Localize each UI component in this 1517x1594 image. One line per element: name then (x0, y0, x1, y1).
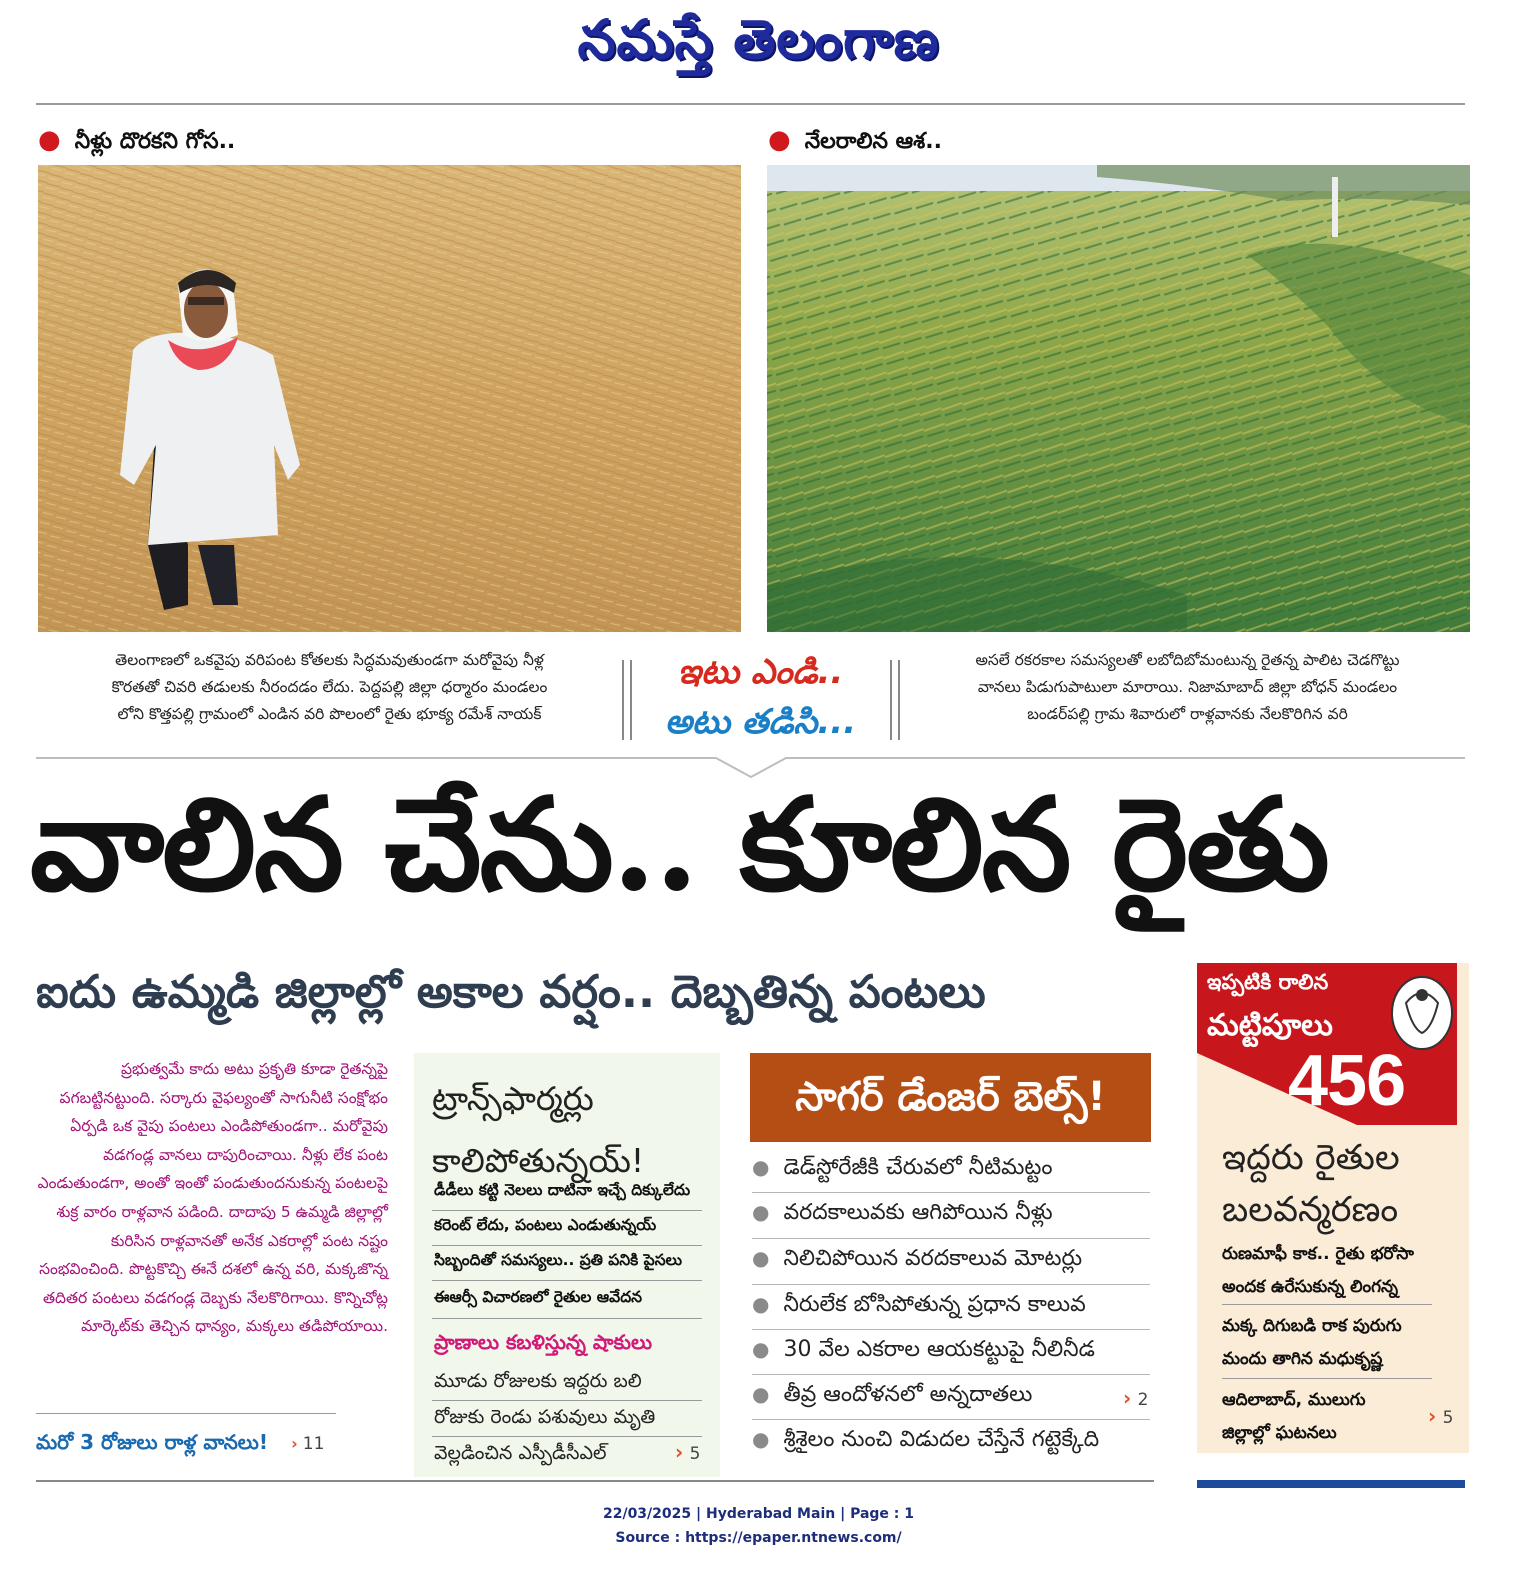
bottom-rule (36, 1480, 1154, 1482)
page-ref: 5 (689, 1444, 701, 1464)
sagar-item-text: నిలిచిపోయిన వరదకాలువ మోటర్లు (783, 1246, 1083, 1271)
sagar-item (752, 1292, 1086, 1322)
deaths-headline-line: ఇద్దరు రైతుల (1222, 1138, 1400, 1178)
dry-paddy-field-photo (38, 165, 741, 632)
bullet-icon: ● (752, 1382, 770, 1406)
transformers-item: సిబ్బందితో సమస్యలు.. ప్రతి పనికి పైసలు (434, 1251, 682, 1269)
bullet-icon: ● (752, 1292, 770, 1316)
deaths-item-line: ఆదిలాబాద్, ములుగు (1222, 1390, 1366, 1410)
item-divider (752, 1238, 1150, 1239)
itu-endi-text: ఇటు ఎండి.. (677, 652, 844, 692)
deaths-item-line: రుణమాఫీ కాక.. రైతు భరోసా (1222, 1244, 1414, 1264)
item-divider (752, 1374, 1150, 1375)
sagar-item-text: డెడ్‌స్టోరేజీకి చేరువలో నీటిమట్టం (783, 1155, 1053, 1180)
item-divider (432, 1210, 702, 1211)
sagar-item (752, 1382, 1032, 1412)
lede-rule (36, 1413, 336, 1414)
bullet-icon: ● (752, 1427, 770, 1451)
sagar-page-ref[interactable] (1123, 1386, 1148, 1410)
transformers-item: ఈఆర్సీ విచారణలో రైతుల ఆవేదన (434, 1288, 643, 1306)
bottom-rule-blue (1197, 1480, 1465, 1488)
item-divider (752, 1419, 1150, 1420)
shocks-item: వెల్లడించిన ఎస్పీడీసీఎల్ (434, 1442, 607, 1464)
item-divider (1222, 1378, 1432, 1379)
red-bullet-icon: ● (768, 125, 791, 155)
right-caption-line: వానలు పిడుగుపాటులా మారాయి. నిజామాబాద్ జిల్లా బోధన్ మండలం (977, 678, 1398, 696)
transformers-title (432, 1068, 712, 1192)
item-divider (432, 1436, 702, 1437)
shocks-subhead: ప్రాణాలు కబళిస్తున్న షాకులు (434, 1330, 653, 1354)
masthead-title: నమస్తే తెలంగాణ (577, 8, 940, 71)
deaths-item-line: మందు తాగిన మధుకృష్ణ (1222, 1349, 1383, 1369)
shocks-item: మూడు రోజులకు ఇద్దరు బలి (434, 1370, 642, 1392)
bullet-icon: ● (752, 1155, 770, 1179)
deaths-page-ref[interactable] (1428, 1404, 1453, 1428)
item-divider (752, 1192, 1150, 1193)
more-link-text[interactable]: మరో 3 రోజులు రాళ్ల వానలు! (36, 1430, 268, 1454)
deaths-item (1222, 1310, 1462, 1376)
page-ref: 11 (302, 1434, 325, 1454)
deaths-count: 456 (1288, 1041, 1406, 1121)
item-divider (752, 1284, 1150, 1285)
shocks-item: రోజుకు రెండు పశువులు మృతి (434, 1406, 656, 1428)
bullet-icon: ● (752, 1337, 770, 1361)
left-caption-line: కొరతతో చివరి తడులకు నీరందడం లేదు. పెద్దపల్లి జిల్లా ధర్మారం మండలం (111, 678, 548, 696)
sub-headline: ఐదు ఉమ్మడి జిల్లాల్లో అకాల వర్షం.. దెబ్బతిన్న పంటలు (36, 965, 986, 1018)
sagar-item (752, 1337, 1095, 1367)
arrow-right-icon: › (291, 1434, 298, 1453)
sagar-item-text: నీరులేక బోసిపోతున్న ప్రధాన కాలువ (783, 1292, 1086, 1317)
transformers-item: డీడీలు కట్టి నెలలు దాటినా ఇచ్చే దిక్కులేదు (434, 1181, 691, 1199)
page-ref: 5 (1442, 1408, 1454, 1428)
item-divider (752, 1329, 1150, 1330)
deaths-banner-line: ఇప్పటికి రాలిన (1207, 970, 1329, 994)
sagar-item-text: వరదకాలువకు ఆగిపోయిన నీళ్లు (783, 1200, 1053, 1225)
transformers-title-line: కాలిపోతున్నయ్! (432, 1141, 645, 1180)
sagar-item-text: 30 వేల ఎకరాల ఆయకట్టుపై నీలినీడ (783, 1337, 1095, 1362)
main-headline: వాలిన చేను.. కూలిన రైతు (30, 770, 1328, 920)
red-bullet-icon: ● (38, 125, 61, 155)
arrow-right-icon: › (675, 1440, 684, 1464)
arrow-right-icon: › (1428, 1404, 1437, 1428)
transformers-title-line: ట్రాన్స్‌ఫార్మర్లు (432, 1079, 594, 1118)
masthead-rule (36, 103, 1465, 105)
item-divider (432, 1400, 702, 1401)
right-photo-head-text: నేలరాలిన ఆశ.. (804, 129, 942, 154)
footer-source-line[interactable]: Source : https://epaper.ntnews.com/ (615, 1530, 902, 1546)
deaths-item-line: మక్క దిగుబడి రాక పురుగు (1222, 1316, 1402, 1336)
deaths-banner-line: మట్టిపూలు (1207, 1008, 1333, 1043)
transformers-item: కరెంట్ లేదు, పంటలు ఎండుతున్నయ్ (434, 1216, 657, 1234)
page-ref: 2 (1137, 1390, 1149, 1410)
item-divider (432, 1280, 702, 1281)
bullet-icon: ● (752, 1200, 770, 1224)
deaths-item (1222, 1384, 1462, 1450)
sagar-item (752, 1155, 1053, 1185)
deaths-headline (1222, 1132, 1462, 1236)
masthead (0, 8, 1517, 88)
right-caption-line: బండర్‌పల్లి గ్రామ శివారులో రాళ్లవానకు నేలకొరిగిన వరి (1027, 705, 1348, 723)
deaths-item (1222, 1238, 1462, 1304)
arrow-right-icon: › (1123, 1386, 1132, 1410)
left-photo-caption (38, 647, 621, 728)
item-divider (432, 1318, 702, 1319)
sagar-item-text: శ్రీశైలం నుంచి విడుదల చేస్తేనే గట్టెక్కేది (783, 1427, 1100, 1452)
left-caption-line: తెలంగాణలో ఒకవైపు వరిపంట కోతలకు సిద్ధమవుతుండగా మరోవైపు నీళ్ల (115, 651, 544, 669)
item-divider (1222, 1304, 1432, 1305)
item-divider (432, 1245, 702, 1246)
sagar-item-text: తీవ్ర ఆందోళనలో అన్నదాతలు (783, 1382, 1033, 1407)
flattened-paddy-photo (767, 165, 1470, 632)
right-caption-line: అసలే రకరకాల సమస్యలతో లబోదిబోమంటున్న రైతన్న పాలిట చెడగొట్టు (975, 651, 1400, 669)
more-link[interactable] (36, 1430, 324, 1459)
lede-text: ప్రభుత్వమే కాదు అటు ప్రకృతి కూడా రైతన్నపై పగబట్టినట్టుంది. సర్కారు వైఫల్యంతో సాగునీటి సంక్షోభం ఏర్పడి ఒక వైపు పంటలు ఎండిపోతుండగా.. మరోవైపు వడగండ్ల వానలు దాపురించాయి. నీళ్లు లేక పంట ఎండుతుండగా, అంతో ఇంతో పండుతుందనుకున్న పంటలపై శుక్ర వారం రాళ్లవాన పడింది. దాదాపు 5 ఉమ్మడి జిల్లాల్లో కురిసిన రాళ్లవానతో అనేక ఎకరాల్లో పంట నష్టం సంభవించింది. పొట్టకొచ్చి ఈనే దశలో ఉన్న వరి, మక్కజొన్న తదితర పంటలు వడగండ్ల దెబ్బకు నేలకొరిగాయి. కొన్నిచోట్ల మార్కెట్‌కు తెచ్చిన ధాన్యం, మక్కలు తడిపోయాయి. (37, 1060, 388, 1336)
column-separator (622, 660, 632, 740)
sagar-item (752, 1200, 1053, 1230)
deaths-item-line: జిల్లాల్లో ఘటనలు (1222, 1423, 1337, 1443)
right-photo-caption (905, 647, 1470, 728)
footer-edition-line: 22/03/2025 | Hyderabad Main | Page : 1 (602, 1506, 915, 1522)
transformers-page-ref[interactable] (675, 1440, 700, 1464)
sagar-item (752, 1427, 1099, 1457)
column-separator (890, 660, 900, 740)
bullet-icon: ● (752, 1246, 770, 1270)
left-caption-line: లోని కొత్తపల్లి గ్రామంలో ఎండిన వరి పొలంలో రైతు భూక్య రమేశ్ నాయక్ (117, 705, 542, 723)
deaths-headline-line: బలవన్మరణం (1222, 1190, 1399, 1230)
left-photo-head-text: నీళ్లు దొరకని గోస.. (74, 129, 236, 154)
left-photo-head (38, 125, 235, 159)
sagar-item (752, 1246, 1082, 1276)
deaths-item-line: అందక ఉరేసుకున్న లింగన్న (1222, 1277, 1398, 1297)
atu-tadisi-text: అటు తడిసి... (664, 702, 857, 742)
right-photo-head (768, 125, 942, 159)
sagar-banner-text: సాగర్ డేంజర్ బెల్స్! (795, 1074, 1106, 1120)
